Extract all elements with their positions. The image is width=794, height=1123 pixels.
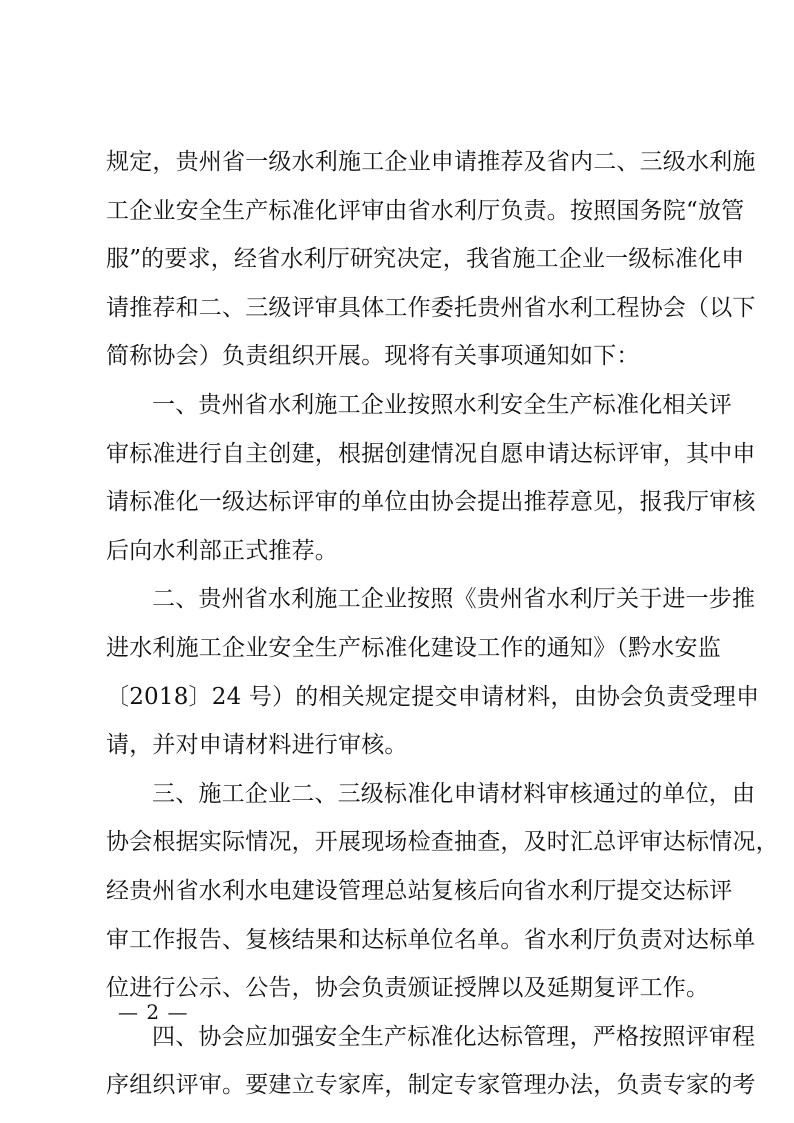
text-line: 请，并对申请材料进行审核。 bbox=[106, 732, 408, 759]
text-line: 规定，贵州省一级水利施工企业申请推荐及省内二、三级水利施 bbox=[106, 149, 756, 175]
text-line: 审工作报告、复核结果和达标单位名单。省水利厅负责对达标单 bbox=[106, 926, 756, 953]
text-line: 经贵州省水利水电建设管理总站复核后向省水利厅提交达标评 bbox=[106, 877, 733, 904]
text-line: 协会根据实际情况，开展现场检查抽查，及时汇总评审达标情况， bbox=[106, 829, 779, 856]
body-text bbox=[106, 138, 779, 1110]
text-line: 二、贵州省水利施工企业按照《贵州省水利厅关于进一步推 bbox=[152, 586, 756, 613]
text-line: 三、施工企业二、三级标准化申请材料审核通过的单位，由 bbox=[152, 780, 756, 807]
page-number: — 2 — bbox=[118, 1000, 189, 1024]
text-line: 一、贵州省水利施工企业按照水利安全生产标准化相关评 bbox=[152, 391, 732, 418]
text-line: 四、协会应加强安全生产标准化达标管理，严格按照评审程 bbox=[152, 1023, 756, 1050]
text-line: 后向水利部正式推荐。 bbox=[106, 537, 338, 564]
text-line: 位进行公示、公告，协会负责颁证授牌以及延期复评工作。 bbox=[106, 975, 710, 1002]
text-line: 序组织评审。要建立专家库，制定专家管理办法，负责专家的考 bbox=[106, 1072, 756, 1099]
text-line: 请推荐和二、三级评审具体工作委托贵州省水利工程协会（以下 bbox=[106, 294, 756, 321]
text-line: 请标准化一级达标评审的单位由协会提出推荐意见，报我厅审核 bbox=[106, 489, 756, 516]
text-line: 审标准进行自主创建，根据创建情况自愿申请达标评审，其中申 bbox=[106, 440, 756, 467]
text-line: 〔2018〕24 号）的相关规定提交申请材料，由协会负责受理申 bbox=[106, 683, 760, 710]
text-line: 进水利施工企业安全生产标准化建设工作的通知》（黔水安监 bbox=[106, 634, 721, 661]
text-line: 服”的要求，经省水利厅研究决定，我省施工企业一级标准化申 bbox=[106, 246, 745, 273]
text-line: 简称协会）负责组织开展。现将有关事项通知如下： bbox=[106, 343, 640, 370]
text-line: 工企业安全生产标准化评审由省水利厅负责。按照国务院“放管 bbox=[106, 197, 745, 224]
